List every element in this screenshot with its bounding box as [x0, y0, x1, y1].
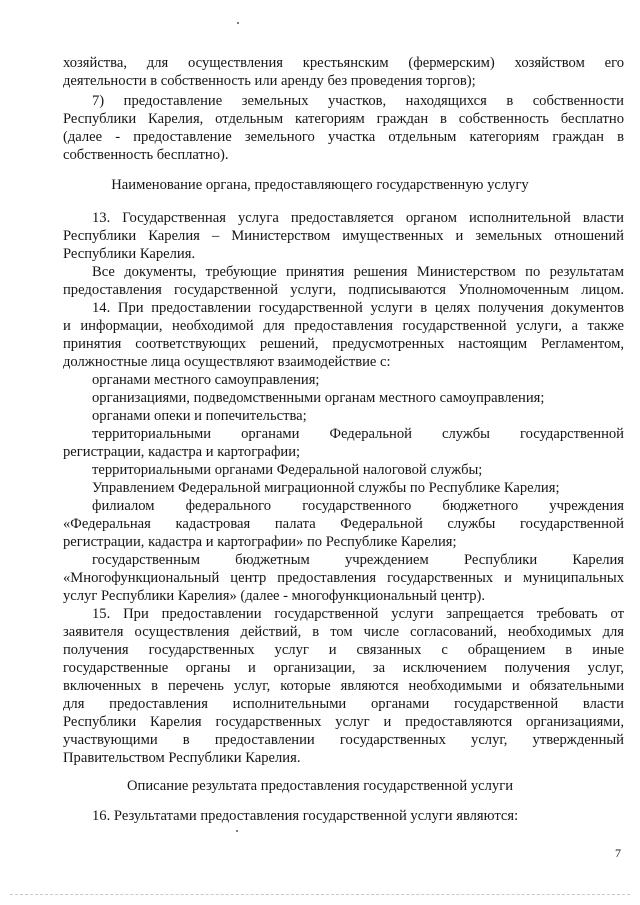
- text-line: Республики Карелия государственных услуг и предоставляются организациями,: [63, 714, 624, 730]
- text-line: получения государственных услуг и связанных с обращением в иные: [63, 642, 624, 658]
- text-line: государственные органы и организации, за исключением получения услуг,: [63, 660, 624, 676]
- text-line: Все документы, требующие принятия решения Министерством по результатам: [92, 264, 624, 280]
- text-line: включенных в перечень услуг, которые являются необходимыми и обязательными: [63, 678, 624, 694]
- text-line: 15. При предоставлении государственной услуги запрещается требовать от: [92, 606, 624, 622]
- text-line: и информации, необходимой для предоставления государственной услуги, а также: [63, 318, 624, 334]
- text-line: территориальными органами Федеральной налоговой службы;: [92, 462, 483, 478]
- section-heading: Наименование органа, предоставляющего государственную услугу: [111, 177, 529, 193]
- text-line: филиалом федерального государственного бюджетного учреждения: [92, 498, 624, 514]
- text-line: 13. Государственная услуга предоставляется органом исполнительной власти: [92, 210, 624, 226]
- text-line: деятельности в собственность или аренду без проведения торгов);: [63, 73, 476, 89]
- text-line: должностные лица осуществляют взаимодействие с:: [63, 354, 391, 370]
- scan-speck: [237, 22, 239, 24]
- text-line: участвующими в предоставлении государственных услуг, утвержденный: [63, 732, 624, 748]
- text-line: заявителя осуществления действий, в том числе согласований, необходимых для: [63, 624, 624, 640]
- section-heading: Описание результата предоставления государственной услуги: [126, 778, 514, 794]
- text-line: органами опеки и попечительства;: [92, 408, 307, 424]
- text-line: «Многофункциональный центр предоставления государственных и муниципальных: [63, 570, 624, 586]
- text-line: регистрации, кадастра и картографии;: [63, 444, 301, 460]
- text-line: 16. Результатами предоставления государственной услуги являются:: [92, 808, 519, 824]
- text-line: 14. При предоставлении государственной услуги в целях получения документов: [92, 300, 624, 316]
- text-line: Республики Карелия, отдельным категориям граждан в собственность бесплатно: [63, 111, 624, 127]
- text-line: территориальными органами Федеральной службы государственной: [92, 426, 624, 442]
- text-line: Правительством Республики Карелия.: [63, 750, 301, 766]
- text-line: принятия соответствующих решений, предусмотренных настоящим Регламентом,: [63, 336, 624, 352]
- text-line: Республики Карелия.: [63, 246, 196, 262]
- text-line: для предоставления исполнительными органами государственной власти: [63, 696, 624, 712]
- text-line: хозяйства, для осуществления крестьянским (фермерским) хозяйством его: [63, 55, 624, 71]
- text-line: собственность бесплатно).: [63, 147, 229, 163]
- page-number: 7: [615, 846, 621, 860]
- text-line: предоставления государственной услуги, подписываются Уполномоченным лицом.: [63, 282, 624, 298]
- text-line: государственным бюджетным учреждением Республики Карелия: [92, 552, 624, 568]
- text-line: регистрации, кадастра и картографии» по Республике Карелия;: [63, 534, 457, 550]
- text-line: органами местного самоуправления;: [92, 372, 320, 388]
- text-line: Республики Карелия – Министерством имущественных и земельных отношений: [63, 228, 624, 244]
- scan-speck: [236, 830, 238, 832]
- text-line: (далее - предоставление земельного участка отдельным категориям граждан в: [63, 129, 624, 145]
- scan-edge: [10, 894, 630, 895]
- text-line: организациями, подведомственными органам местного самоуправления;: [92, 390, 545, 406]
- text-line: Управлением Федеральной миграционной службы по Республике Карелия;: [92, 480, 560, 496]
- text-line: «Федеральная кадастровая палата Федеральной службы государственной: [63, 516, 624, 532]
- text-line: услуг Республики Карелия» (далее - многофункциональный центр).: [63, 588, 486, 604]
- text-line: 7) предоставление земельных участков, находящихся в собственности: [92, 93, 624, 109]
